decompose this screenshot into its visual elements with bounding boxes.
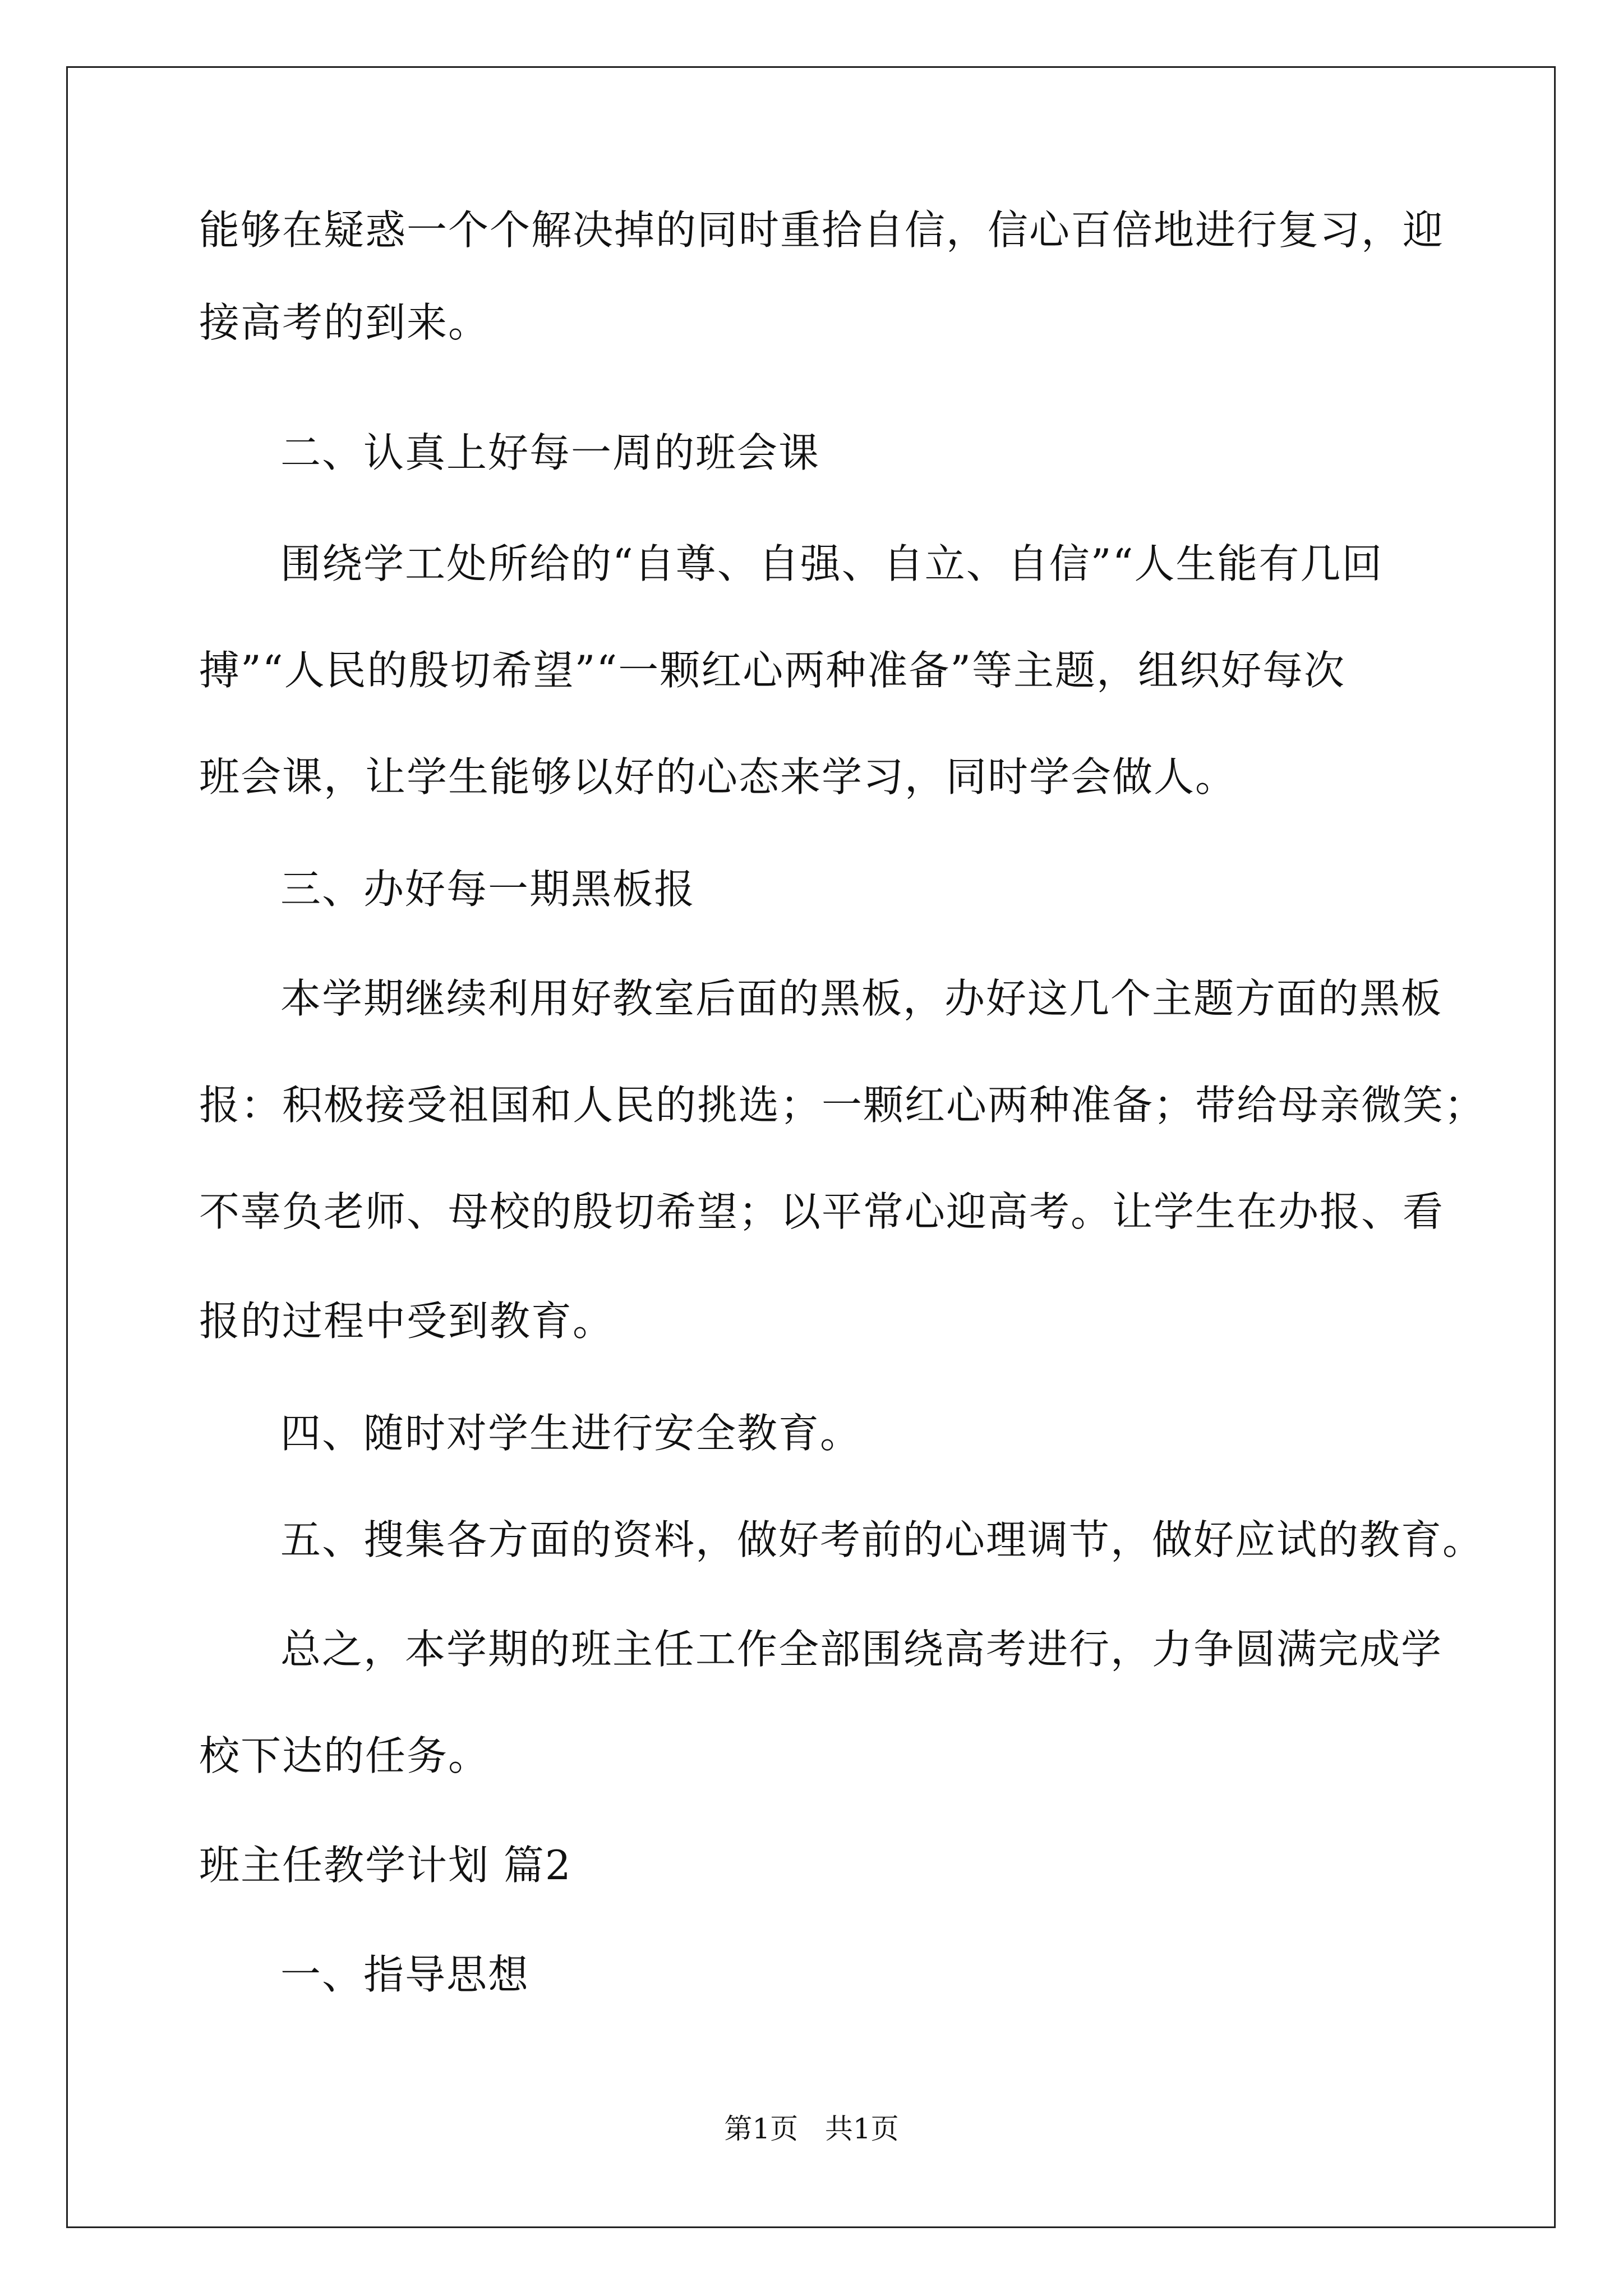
section-heading: 四、随时对学生进行安全教育。 [280, 1410, 862, 1457]
paragraph-line: 总之，本学期的班主任工作全部围绕高考进行，力争圆满完成学 [280, 1626, 1443, 1673]
paragraph-line: 接高考的到来。 [199, 299, 490, 346]
paragraph-line: 围绕学工处所给的“自尊、自强、自立、自信”“人生能有几回 [280, 540, 1384, 587]
section-heading: 二、认真上好每一周的班会课 [280, 429, 820, 476]
paragraph-line: 能够在疑惑一个个解决掉的同时重拾自信，信心百倍地进行复习，迎 [199, 206, 1445, 254]
section-heading: 一、指导思想 [280, 1951, 530, 1998]
paragraph-line: 搏”“人民的殷切希望”“一颗红心两种准备”等主题，组织好每次 [199, 647, 1346, 694]
paragraph-line: 报的过程中受到教育。 [199, 1297, 615, 1345]
section-heading: 五、搜集各方面的资料，做好考前的心理调节，做好应试的教育。 [280, 1516, 1484, 1563]
section-heading: 三、办好每一期黑板报 [280, 866, 696, 913]
paragraph-line: 校下达的任务。 [199, 1732, 490, 1779]
paragraph-line: 不辜负老师、母校的殷切希望；以平常心迎高考。让学生在办报、看 [199, 1188, 1445, 1235]
document-title: 班主任教学计划 篇2 [199, 1842, 572, 1889]
page-border [66, 66, 1556, 2228]
page-footer: 第1页 共1页 [724, 2113, 899, 2145]
paragraph-line: 报：积极接受祖国和人民的挑选；一颗红心两种准备；带给母亲微笑； [199, 1082, 1486, 1129]
paragraph-line: 班会课，让学生能够以好的心态来学习，同时学会做人。 [199, 753, 1237, 800]
paragraph-line: 本学期继续利用好教室后面的黑板，办好这几个主题方面的黑板 [280, 975, 1443, 1022]
